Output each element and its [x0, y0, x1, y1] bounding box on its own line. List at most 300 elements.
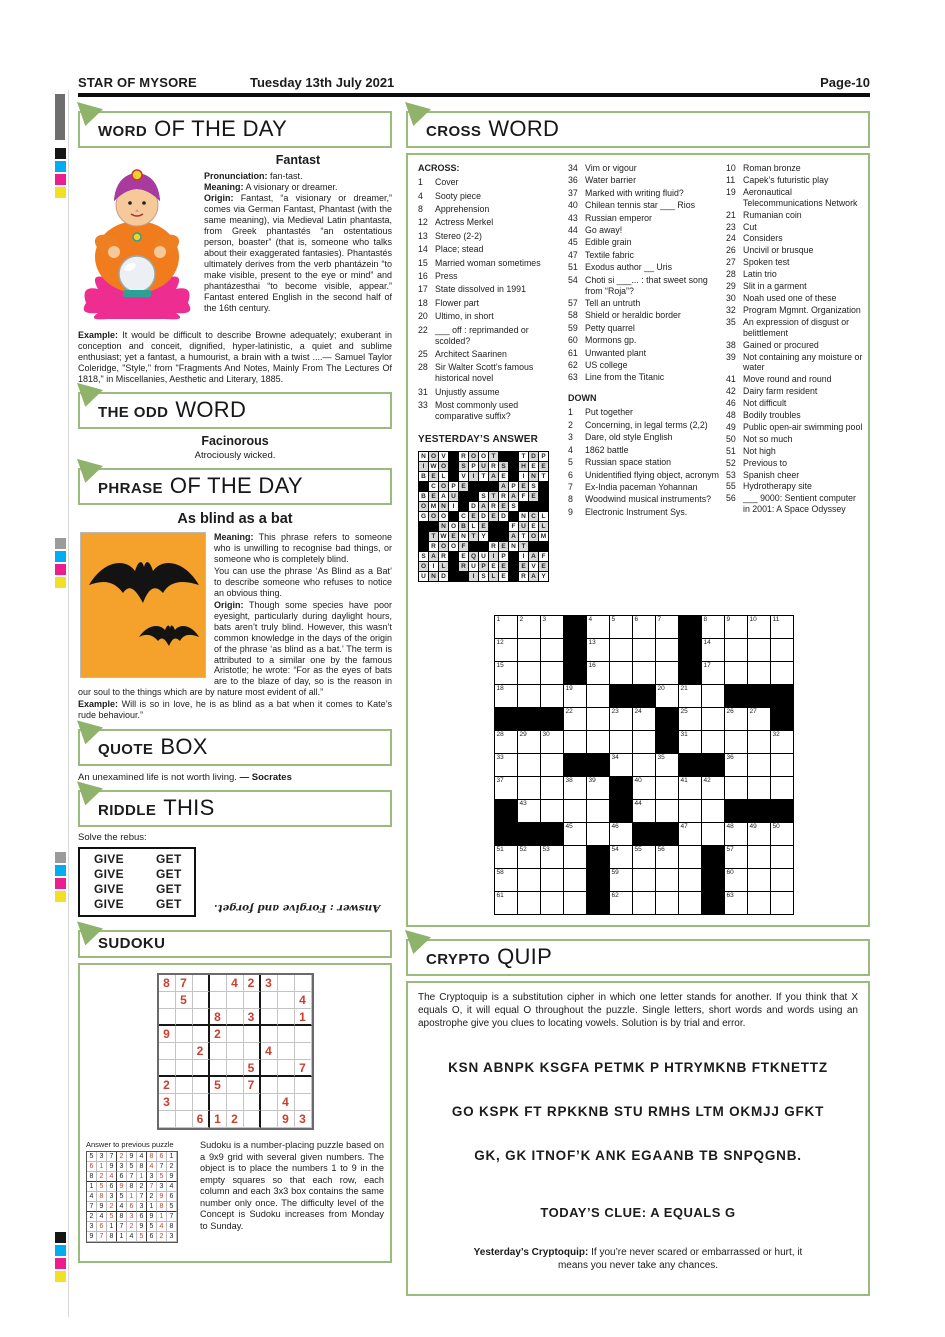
clue-number: 41 [726, 374, 736, 385]
sudoku-cell[interactable] [193, 1009, 210, 1026]
sudoku-cell[interactable] [261, 1009, 278, 1026]
crossword-cell[interactable] [656, 869, 678, 891]
sudoku-cell[interactable] [244, 1043, 261, 1060]
crossword-cell[interactable] [656, 639, 678, 661]
crossword-clue [726, 245, 864, 256]
crossword-cell[interactable] [564, 892, 586, 914]
crossword-cell[interactable] [725, 708, 747, 730]
crossword-cell[interactable] [633, 892, 655, 914]
answer-cell: V [439, 452, 448, 461]
cell-number: 16 [588, 662, 596, 669]
sudoku-cell[interactable] [278, 992, 295, 1009]
crossword-cell[interactable] [656, 754, 678, 776]
answer-cell: N [419, 452, 428, 461]
crossword-cell[interactable] [679, 823, 701, 845]
clue-number: 42 [726, 386, 736, 397]
sudoku-cell[interactable] [278, 1060, 295, 1077]
crossword-cell[interactable] [587, 731, 609, 753]
section-title-light: BOX [160, 734, 208, 760]
crossword-cell[interactable] [702, 685, 724, 707]
crossword-cell[interactable] [564, 823, 586, 845]
crossword-cell[interactable] [564, 731, 586, 753]
answer-cell: E [429, 492, 438, 501]
clue-number: 28 [418, 362, 428, 373]
sudoku-cell[interactable] [210, 975, 227, 992]
sudoku-cell[interactable] [295, 1077, 312, 1094]
sudoku-cell[interactable] [261, 992, 278, 1009]
crossword-clue [726, 340, 864, 351]
cryptoquip-intro: The Cryptoquip is a substitution cipher in which one letter stands for another. If you think that X equals O, it will equal O throughout the puzzle. Single letters, short words and words using an apostrophe give you clues to locating vowels. Solution is by trial and error. [418, 992, 858, 1030]
crossword-cell[interactable] [495, 892, 517, 914]
crossword-cell[interactable] [518, 754, 540, 776]
crossword-cell[interactable] [495, 685, 517, 707]
sudoku-answer-cell: 4 [117, 1202, 127, 1212]
answer-cell [479, 542, 488, 551]
clue-text: Mormons gp. [585, 335, 637, 346]
sudoku-cell[interactable] [227, 1009, 244, 1026]
crossword-cell[interactable] [564, 685, 586, 707]
crossword-cell[interactable] [725, 892, 747, 914]
sudoku-answer-cell: 5 [157, 1172, 167, 1182]
cell-number: 48 [726, 823, 734, 830]
sudoku-cell[interactable] [244, 1026, 261, 1043]
crossword-cell[interactable] [633, 616, 655, 638]
sudoku-cell[interactable] [159, 992, 176, 1009]
sudoku-cell[interactable] [295, 1043, 312, 1060]
crossword-cell[interactable] [702, 662, 724, 684]
crossword-cell[interactable] [610, 616, 632, 638]
crossword-cell[interactable] [587, 662, 609, 684]
crossword-cell[interactable] [610, 892, 632, 914]
answer-cell: E [499, 502, 508, 511]
clue-text: Previous to [743, 457, 788, 468]
sudoku-cell[interactable] [159, 1009, 176, 1026]
crossword-cell[interactable] [518, 731, 540, 753]
rebus-word: GIVE [94, 867, 124, 882]
crossword-cell[interactable] [679, 892, 701, 914]
crossword-clue [726, 434, 864, 445]
sudoku-cell[interactable] [176, 1009, 193, 1026]
cell-number: 19 [565, 685, 573, 692]
word-of-day-word: Fantast [275, 153, 321, 167]
clue-text: Choti si ___... : that sweet song from “Roja”? [585, 274, 708, 296]
clue-number: 56 [726, 493, 736, 504]
rebus-puzzle [78, 847, 196, 917]
crossword-cell[interactable] [748, 731, 770, 753]
crossword-cell[interactable] [610, 754, 632, 776]
clue-text: Russian emperor [585, 212, 652, 223]
crossword-cell[interactable] [702, 823, 724, 845]
sudoku-cell[interactable] [193, 992, 210, 1009]
crossword-cell[interactable] [564, 846, 586, 868]
crossword-cell[interactable] [748, 639, 770, 661]
sudoku-cell: 3 [159, 1094, 176, 1111]
crossword-cell[interactable] [725, 869, 747, 891]
sudoku-cell[interactable] [193, 1077, 210, 1094]
crossword-cell[interactable] [725, 731, 747, 753]
sudoku-cell[interactable] [261, 1094, 278, 1111]
crossword-cell[interactable] [656, 846, 678, 868]
sudoku-cell[interactable] [176, 1060, 193, 1077]
cell-number: 3 [542, 616, 547, 623]
answer-cell: E [529, 522, 538, 531]
crossword-cell[interactable] [518, 685, 540, 707]
crossword-cell[interactable] [702, 731, 724, 753]
sudoku-cell[interactable] [210, 1094, 227, 1111]
answer-cell: P [539, 452, 548, 461]
sudoku-answer-cell: 5 [97, 1182, 107, 1192]
clue-number: 39 [726, 351, 736, 362]
crossword-cell[interactable] [771, 754, 793, 776]
sudoku-cell[interactable] [261, 1060, 278, 1077]
clue-number: 25 [418, 348, 428, 359]
crossword-cell[interactable] [702, 616, 724, 638]
section-header-crossword [406, 111, 870, 148]
crossword-clue [568, 360, 720, 371]
crossword-cell[interactable] [564, 777, 586, 799]
sudoku-answer-cell: 4 [137, 1152, 147, 1162]
sudoku-cell[interactable] [244, 1094, 261, 1111]
crossword-cell[interactable] [541, 869, 563, 891]
clue-text: Chilean tennis star ___ Rios [585, 200, 696, 211]
crossword-cell[interactable] [702, 800, 724, 822]
crossword-cell[interactable] [771, 639, 793, 661]
sudoku-cell[interactable] [193, 1026, 210, 1043]
crossword-clue [568, 213, 720, 224]
crossword-cell[interactable] [587, 708, 609, 730]
crossword-cell[interactable] [610, 869, 632, 891]
cell-number: 45 [565, 823, 573, 830]
crossword-cell[interactable] [541, 685, 563, 707]
crossword-cell[interactable] [610, 846, 632, 868]
crossword-cell[interactable] [748, 869, 770, 891]
sudoku-cell[interactable] [261, 1026, 278, 1043]
crossword-cell[interactable] [587, 777, 609, 799]
crossword-black-cell [587, 846, 609, 868]
crossword-cell[interactable] [495, 662, 517, 684]
answer-cell [519, 502, 528, 511]
crossword-cell[interactable] [656, 685, 678, 707]
sudoku-cell[interactable] [278, 1043, 295, 1060]
crossword-cell[interactable] [679, 685, 701, 707]
answer-cell [419, 532, 428, 541]
crossword-cell[interactable] [564, 708, 586, 730]
crossword-clue [418, 400, 564, 422]
crossword-cell[interactable] [518, 639, 540, 661]
sudoku-cell[interactable] [176, 1026, 193, 1043]
crossword-cell[interactable] [633, 846, 655, 868]
clue-text: Not containing any moisture or water [743, 351, 863, 373]
sudoku-cell[interactable] [176, 1043, 193, 1060]
sudoku-cell[interactable] [210, 992, 227, 1009]
sudoku-cell[interactable] [193, 1060, 210, 1077]
answer-cell: A [529, 552, 538, 561]
answer-cell: T [479, 472, 488, 481]
pronunciation-value: fan-tast. [270, 171, 303, 182]
crossword-cell[interactable] [541, 800, 563, 822]
sudoku-cell[interactable] [227, 1077, 244, 1094]
crossword-cell[interactable] [771, 823, 793, 845]
crossword-cell[interactable] [748, 823, 770, 845]
sudoku-cell[interactable] [210, 1043, 227, 1060]
sudoku-answer-cell: 6 [117, 1172, 127, 1182]
crossword-black-cell [702, 892, 724, 914]
crossword-cell[interactable] [748, 616, 770, 638]
answer-cell [529, 542, 538, 551]
crossword-cell[interactable] [541, 616, 563, 638]
answer-cell: L [439, 562, 448, 571]
phrase-example: Will is so in love, he is as blind as a bat when it comes to Kate’s rude behaviour.” [78, 699, 392, 721]
crossword-cell[interactable] [771, 662, 793, 684]
crossword-cell[interactable] [656, 892, 678, 914]
crossword-clue [418, 231, 564, 242]
crossword-clue [726, 269, 864, 280]
crossword-cell[interactable] [495, 869, 517, 891]
sudoku-answer-cell: 9 [87, 1232, 97, 1242]
crossword-clue [568, 323, 720, 334]
clue-number: 28 [726, 269, 736, 280]
sudoku-cell[interactable] [261, 1111, 278, 1128]
clue-text: Spanish cheer [743, 469, 800, 480]
answer-cell [539, 482, 548, 491]
clue-text: Line from the Titanic [585, 372, 665, 383]
crossword-cell[interactable] [541, 892, 563, 914]
clue-text: Russian space station [585, 457, 672, 468]
crossword-cell[interactable] [495, 754, 517, 776]
answer-cell: P [449, 482, 458, 491]
crossword-cell[interactable] [633, 869, 655, 891]
sudoku-cell[interactable] [159, 1043, 176, 1060]
sudoku-cell[interactable] [227, 1043, 244, 1060]
sudoku-cell[interactable] [278, 1026, 295, 1043]
clue-text: ___ off : reprimanded or scolded? [435, 324, 529, 346]
clue-text: Cut [743, 221, 757, 232]
crossword-clue [418, 217, 564, 228]
crossword-cell[interactable] [771, 777, 793, 799]
crossword-cell[interactable] [587, 616, 609, 638]
crossword-black-cell [656, 708, 678, 730]
crossword-cell[interactable] [725, 754, 747, 776]
sudoku-answer-cell: 5 [107, 1212, 117, 1222]
crossword-cell[interactable] [679, 869, 701, 891]
crossword-cell[interactable] [495, 731, 517, 753]
sudoku-answer-caption: Answer to previous puzzle [86, 1140, 174, 1150]
crossword-cell[interactable] [633, 777, 655, 799]
answer-cell: O [470, 452, 477, 460]
sudoku-answer-cell: 4 [167, 1182, 177, 1192]
sudoku-answer-cell: 7 [127, 1172, 137, 1182]
sudoku-answer-cell: 5 [147, 1222, 157, 1232]
crossword-cell[interactable] [725, 823, 747, 845]
cell-number: 46 [611, 823, 619, 830]
sudoku-cell[interactable] [210, 1060, 227, 1077]
crossword-cell[interactable] [541, 777, 563, 799]
clue-number: 45 [568, 237, 578, 248]
crossword-cell[interactable] [679, 777, 701, 799]
sudoku-answer-cell: 1 [87, 1182, 97, 1192]
crossword-cell[interactable] [518, 869, 540, 891]
sudoku-cell: 8 [210, 1009, 227, 1026]
crossword-cell[interactable] [748, 892, 770, 914]
sudoku-cell[interactable] [227, 1060, 244, 1077]
crossword-cell[interactable] [771, 869, 793, 891]
sudoku-cell[interactable] [278, 1077, 295, 1094]
answer-cell: A [439, 492, 448, 501]
crossword-cell[interactable] [518, 800, 540, 822]
crossword-cell[interactable] [610, 639, 632, 661]
crossword-cell[interactable] [587, 685, 609, 707]
sudoku-cell[interactable] [227, 1094, 244, 1111]
answer-cell: S [529, 482, 538, 491]
sudoku-answer-cell: 5 [167, 1202, 177, 1212]
clue-text: Concerning, in legal terms (2,2) [585, 419, 708, 430]
answer-cell: T [519, 542, 528, 551]
sudoku-cell[interactable] [295, 1026, 312, 1043]
crossword-cell[interactable] [702, 777, 724, 799]
crossword-cell[interactable] [495, 616, 517, 638]
section-header-odd-word [78, 392, 392, 429]
sudoku-cell[interactable] [278, 975, 295, 992]
clue-number: 6 [568, 469, 573, 480]
crossword-black-cell [495, 708, 517, 730]
sudoku-cell[interactable] [227, 1026, 244, 1043]
crossword-cell[interactable] [518, 616, 540, 638]
sudoku-cell[interactable] [227, 992, 244, 1009]
crossword-cell[interactable] [633, 662, 655, 684]
crossword-cell[interactable] [656, 777, 678, 799]
crossword-cell[interactable] [679, 731, 701, 753]
crossword-cell[interactable] [541, 662, 563, 684]
crossword-cell[interactable] [610, 731, 632, 753]
crossword-cell[interactable] [518, 662, 540, 684]
crossword-cell[interactable] [541, 639, 563, 661]
sudoku-cell: 2 [159, 1077, 176, 1094]
crossword-cell[interactable] [518, 777, 540, 799]
crossword-cell[interactable] [679, 800, 701, 822]
crossword-black-cell [610, 777, 632, 799]
answer-cell: N [529, 472, 538, 481]
crossword-cell[interactable] [656, 662, 678, 684]
crossword-cell[interactable] [656, 800, 678, 822]
cell-number: 33 [496, 754, 504, 761]
sudoku-cell[interactable] [193, 1094, 210, 1111]
crossword-cell[interactable] [771, 731, 793, 753]
crossword-cell[interactable] [679, 708, 701, 730]
crossword-cell[interactable] [633, 731, 655, 753]
crossword-cell[interactable] [702, 708, 724, 730]
answer-cell: O [440, 542, 447, 550]
sudoku-cell[interactable] [159, 1060, 176, 1077]
crossword-cell[interactable] [748, 777, 770, 799]
crossword-cell[interactable] [587, 800, 609, 822]
crossword-cell[interactable] [564, 869, 586, 891]
sudoku-cell: 6 [193, 1111, 210, 1128]
crossword-cell[interactable] [587, 823, 609, 845]
clue-number: 38 [726, 339, 736, 350]
cell-number: 40 [634, 777, 642, 784]
crossword-cell[interactable] [495, 846, 517, 868]
crossword-clue [726, 317, 864, 339]
crossword-cell[interactable] [702, 639, 724, 661]
crossword-cell[interactable] [495, 777, 517, 799]
crossword-cell[interactable] [748, 662, 770, 684]
cell-number: 9 [726, 616, 731, 623]
sudoku-answer-cell: 6 [97, 1222, 107, 1232]
crossword-cell[interactable] [633, 800, 655, 822]
registration-cyan [55, 865, 66, 876]
crossword-cell[interactable] [748, 708, 770, 730]
crossword-clue [726, 352, 864, 374]
sudoku-cell[interactable] [176, 1077, 193, 1094]
crossword-cell[interactable] [748, 846, 770, 868]
crossword-cell[interactable] [633, 754, 655, 776]
answer-cell: A [509, 532, 518, 541]
sudoku-answer-cell: 6 [127, 1202, 137, 1212]
sudoku-answer-cell: 8 [117, 1212, 127, 1222]
sudoku-cell[interactable] [278, 1009, 295, 1026]
sudoku-cell[interactable] [244, 1111, 261, 1128]
crossword-cell[interactable] [771, 846, 793, 868]
crossword-cell[interactable] [587, 639, 609, 661]
answer-cell: U [449, 492, 458, 501]
sudoku-answer-cell: 3 [127, 1212, 137, 1222]
crossword-cell[interactable] [495, 639, 517, 661]
crossword-cell[interactable] [610, 708, 632, 730]
crossword-cell[interactable] [633, 639, 655, 661]
section-header-cryptoquip [406, 939, 870, 976]
answer-cell: H [519, 462, 528, 471]
crossword-cell[interactable] [679, 846, 701, 868]
sudoku-cell[interactable] [176, 1094, 193, 1111]
answer-cell [529, 502, 538, 511]
sudoku-cell[interactable] [244, 992, 261, 1009]
clue-text: Gained or procured [743, 339, 819, 350]
sudoku-cell[interactable] [193, 975, 210, 992]
sudoku-cell[interactable] [295, 1094, 312, 1111]
sudoku-answer-cell: 1 [167, 1152, 177, 1162]
sudoku-cell[interactable] [176, 1111, 193, 1128]
crossword-cell[interactable] [541, 731, 563, 753]
sudoku-cell[interactable] [295, 975, 312, 992]
clue-number: 61 [568, 347, 578, 358]
crossword-cell[interactable] [610, 662, 632, 684]
crossword-cell[interactable] [541, 754, 563, 776]
registration-magenta [55, 564, 66, 575]
crossword-cell[interactable] [771, 616, 793, 638]
answer-cell [539, 542, 548, 551]
crossword-cell[interactable] [748, 754, 770, 776]
answer-cell: I [449, 502, 458, 511]
crossword-cell[interactable] [518, 892, 540, 914]
crossword-cell[interactable] [725, 616, 747, 638]
crossword-cell[interactable] [725, 662, 747, 684]
crossword-cell[interactable] [564, 800, 586, 822]
crossword-cell[interactable] [633, 708, 655, 730]
pronunciation-label: Pronunciation: [204, 171, 268, 182]
sudoku-cell[interactable] [261, 1077, 278, 1094]
crossword-cell[interactable] [725, 846, 747, 868]
crossword-cell[interactable] [771, 892, 793, 914]
crossword-cell[interactable] [610, 823, 632, 845]
sudoku-cell[interactable] [159, 1111, 176, 1128]
crossword-cell[interactable] [541, 846, 563, 868]
crossword-cell[interactable] [656, 616, 678, 638]
sudoku-answer-cell: 7 [107, 1152, 117, 1162]
crossword-cell[interactable] [518, 846, 540, 868]
word-of-day-example [78, 330, 392, 385]
crossword-cell[interactable] [725, 777, 747, 799]
crossword-cell[interactable] [725, 639, 747, 661]
